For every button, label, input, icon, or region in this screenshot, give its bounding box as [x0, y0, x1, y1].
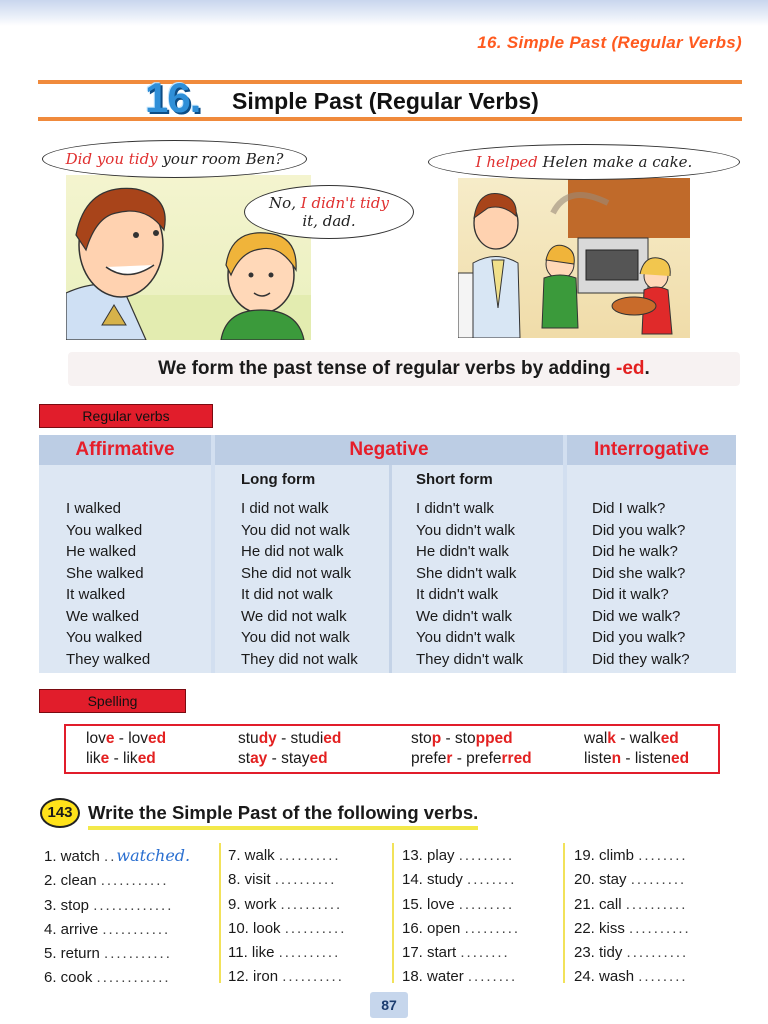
- spelling-pair: walk - walked: [584, 730, 679, 747]
- affirmative-column: [39, 435, 211, 673]
- list-item: You did not walk: [241, 521, 350, 539]
- exercise-item: 15. love .........: [402, 895, 515, 913]
- running-head: 16. Simple Past (Regular Verbs): [477, 33, 742, 52]
- spelling-column-consonant: [584, 729, 689, 769]
- bubble3-highlight: I helped: [475, 153, 538, 171]
- list-item: Did he walk?: [592, 543, 678, 560]
- rule-text: We form the past tense of regular verbs by adding: [158, 358, 617, 379]
- exercise-column-1: [44, 844, 190, 991]
- spelling-pair: prefer - preferred: [411, 750, 532, 767]
- speech-bubble-son: [244, 185, 414, 239]
- spelling-column-e: [86, 729, 166, 769]
- short-form-header: Short form: [416, 471, 493, 488]
- list-item: He walked: [66, 543, 137, 560]
- exercise-divider: [392, 843, 394, 983]
- list-item: We didn't walk: [416, 607, 512, 625]
- example-answer: watched.: [116, 846, 191, 865]
- list-item: Did it walk?: [592, 586, 669, 603]
- list-item: He did not walk: [241, 543, 344, 560]
- list-item: You walked: [66, 521, 143, 539]
- negative-divider: [389, 465, 392, 673]
- top-band: [0, 0, 768, 26]
- exercise-number-badge: 143: [40, 798, 80, 828]
- page-number: 87: [370, 992, 408, 1018]
- exercise-item: 20. stay .........: [574, 871, 687, 889]
- illustration-kitchen: [458, 178, 690, 338]
- list-item: She walked: [66, 564, 144, 582]
- exercise-item: 12. iron ..........: [228, 968, 344, 986]
- list-item: Did you walk?: [592, 629, 686, 646]
- bubble1-highlight: Did you tidy: [65, 150, 158, 168]
- exercise-item: 14. study ........: [402, 871, 517, 889]
- spelling-tag: Spelling: [39, 689, 186, 713]
- exercise-divider: [219, 843, 221, 983]
- list-item: You didn't walk: [416, 521, 516, 539]
- speech-bubble-son-cake: [428, 144, 740, 180]
- exercise-item: 6. cook ............: [44, 969, 171, 987]
- exercise-item: 11. like ..........: [228, 944, 341, 962]
- regular-verbs-tag: Regular verbs: [39, 404, 213, 428]
- list-item: Did I walk?: [592, 500, 666, 517]
- bubble2-highlight: I didn't tidy: [300, 194, 389, 212]
- exercise-item: 8. visit ..........: [228, 871, 337, 889]
- exercise-item: 16. open .........: [402, 919, 521, 937]
- exercise-item: 17. start ........: [402, 944, 510, 962]
- exercise-column-3: [402, 844, 520, 990]
- exercise-item: 18. water ........: [402, 968, 518, 986]
- exercise-item: 24. wash ........: [574, 968, 688, 986]
- exercise-column-2: [228, 844, 346, 990]
- exercise-item: 23. tidy ..........: [574, 944, 689, 962]
- spelling-column-y: [238, 729, 341, 769]
- bubble2-pre: No,: [269, 194, 301, 212]
- exercise-column-4: [574, 844, 691, 990]
- list-item: We did not walk: [241, 607, 347, 625]
- exercise-item: 4. arrive ...........: [44, 920, 171, 938]
- interrogative-column: [567, 435, 736, 673]
- spelling-box: [64, 724, 720, 774]
- list-item: They did not walk: [241, 650, 358, 668]
- bubble1-text: your room Ben?: [157, 150, 284, 168]
- list-item: She didn't walk: [416, 564, 517, 582]
- list-item: It walked: [66, 586, 126, 603]
- exercise-item: 19. climb ........: [574, 847, 688, 864]
- list-item: They walked: [66, 650, 151, 668]
- long-form-header: Long form: [241, 471, 316, 488]
- list-item: It did not walk: [241, 586, 333, 603]
- conjugation-table: [39, 435, 736, 673]
- spelling-pair: love - loved: [86, 730, 167, 747]
- rule-suffix: -ed: [616, 358, 645, 379]
- spelling-pair: stop - stopped: [411, 730, 513, 747]
- exercise-item: 2. clean ...........: [44, 872, 169, 890]
- interrogative-header: Interrogative: [567, 435, 736, 465]
- interrogative-list: [592, 498, 690, 670]
- long-form-list: [241, 498, 358, 670]
- list-item: Did you walk?: [592, 521, 686, 539]
- spelling-column-double: [411, 729, 532, 769]
- title-rule-bottom: [38, 117, 742, 121]
- list-item: She did not walk: [241, 564, 352, 582]
- exercise-item: 7. walk ..........: [228, 847, 341, 864]
- list-item: Did they walk?: [592, 650, 690, 668]
- speech-bubble-father: [42, 140, 307, 178]
- exercise-item: 3. stop .............: [44, 896, 174, 914]
- short-form-list: [416, 498, 523, 670]
- spelling-pair: listen - listened: [584, 750, 690, 767]
- list-item: They didn't walk: [416, 650, 524, 668]
- exercise-item: 21. call ..........: [574, 895, 688, 913]
- exercise-divider: [563, 843, 565, 983]
- spelling-pair: stay - stayed: [238, 750, 328, 767]
- exercise-item: 9. work ..........: [228, 895, 343, 913]
- lesson-number: 16.: [145, 74, 201, 121]
- list-item: I didn't walk: [416, 500, 494, 517]
- exercise-item: 13. play .........: [402, 847, 515, 864]
- exercise-item: 22. kiss ..........: [574, 919, 691, 937]
- exercise-title: Write the Simple Past of the following verbs.: [88, 802, 478, 830]
- grammar-rule: [68, 352, 740, 386]
- lesson-title: Simple Past (Regular Verbs): [232, 88, 539, 114]
- list-item: You did not walk: [241, 629, 350, 646]
- negative-header: Negative: [215, 435, 563, 465]
- spelling-pair: study - studied: [238, 730, 342, 747]
- exercise-item: 5. return ...........: [44, 945, 172, 963]
- list-item: I walked: [66, 500, 122, 517]
- exercise-item: 10. look ..........: [228, 919, 347, 937]
- kitchen-drawing: [458, 178, 690, 338]
- title-rule-top: [38, 80, 742, 84]
- negative-column: [215, 435, 563, 673]
- affirmative-list: [66, 498, 150, 670]
- list-item: You didn't walk: [416, 629, 516, 646]
- list-item: Did she walk?: [592, 564, 686, 582]
- affirmative-header: Affirmative: [39, 435, 211, 465]
- bubble2-post: it, dad.: [302, 212, 356, 230]
- bubble3-text: Helen make a cake.: [537, 153, 693, 171]
- list-item: You walked: [66, 629, 143, 646]
- exercise-item: 1. watch ..watched.: [44, 846, 191, 865]
- list-item: It didn't walk: [416, 586, 499, 603]
- list-item: We walked: [66, 607, 140, 625]
- list-item: Did we walk?: [592, 607, 681, 625]
- list-item: He didn't walk: [416, 543, 509, 560]
- rule-end: .: [644, 358, 650, 379]
- spelling-pair: like - liked: [86, 750, 156, 767]
- list-item: I did not walk: [241, 500, 329, 517]
